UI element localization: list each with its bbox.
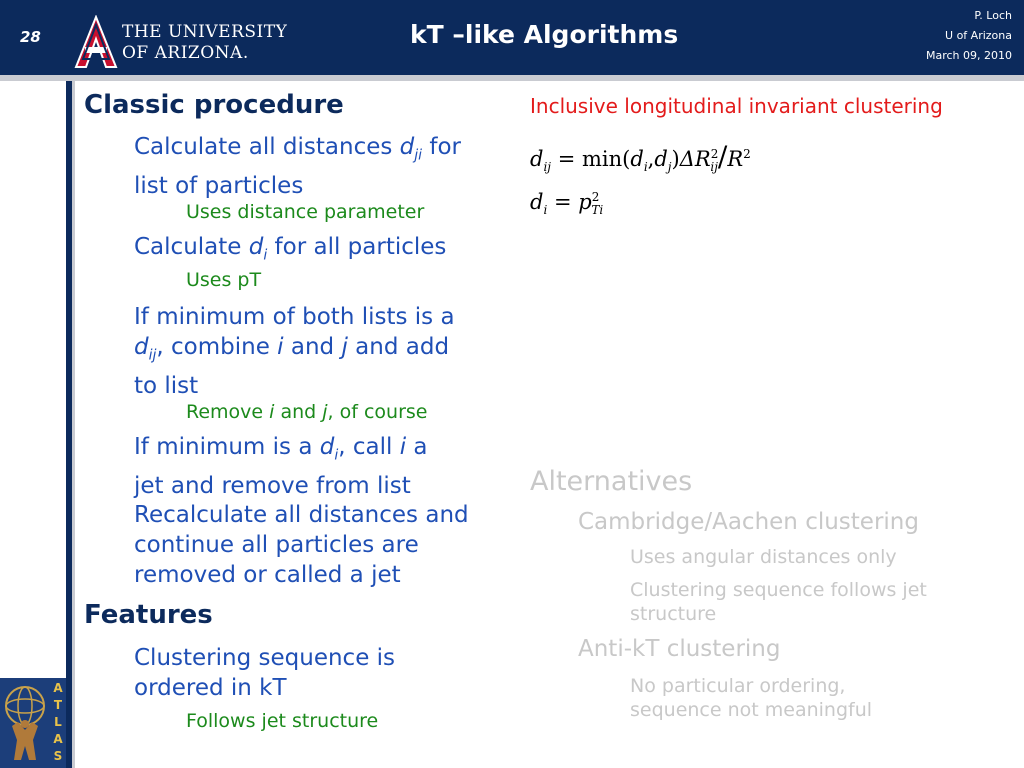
anti-kt-item: Anti-kT clustering: [578, 636, 781, 662]
atlas-figure-icon: [2, 682, 48, 764]
university-name-line2: OF ARIZONA.: [122, 43, 249, 63]
eq-sup: 2: [743, 147, 751, 161]
text: Clustering sequence follows jet: [630, 579, 927, 601]
eq-sub: i: [643, 160, 648, 175]
bullet-calculate-di: [134, 232, 504, 271]
text: list of particles: [134, 172, 304, 199]
text: , call: [338, 434, 400, 460]
math-var: j: [322, 401, 328, 423]
features-heading: Features: [84, 600, 213, 630]
affiliation: U of Arizona: [945, 29, 1012, 42]
atlas-letters: ATLAS: [53, 681, 63, 763]
atlas-wordmark: [50, 680, 66, 765]
text: Recalculate all distances and: [134, 502, 469, 528]
text: a: [406, 434, 428, 460]
text: and add: [347, 334, 450, 360]
sub-follows-jet-structure: Follows jet structure: [186, 710, 379, 732]
text: and: [274, 401, 323, 423]
eq-sub: ij: [543, 160, 552, 175]
text: jet and remove from list: [134, 472, 411, 499]
anti-kt-sub: [630, 674, 990, 722]
text: Remove: [186, 401, 270, 423]
eq-var: p: [578, 190, 592, 214]
text: No particular ordering,: [630, 675, 846, 697]
eq-var: d: [530, 147, 544, 171]
text: Clustering sequence is: [134, 645, 396, 671]
eq-sub: ij: [710, 160, 718, 175]
math-var: d: [248, 234, 264, 260]
text: , combine: [156, 334, 278, 360]
text: ordered in kT: [134, 675, 287, 701]
math-var: d: [399, 134, 415, 160]
alternatives-heading: Alternatives: [530, 466, 693, 497]
cam-sub-angular: Uses angular distances only: [630, 546, 897, 568]
math-var: i: [277, 334, 284, 360]
cambridge-aachen-item: Cambridge/Aachen clustering: [578, 509, 919, 535]
header-divider: [0, 75, 1024, 81]
date: March 09, 2010: [925, 49, 1012, 62]
slide-title: kT –like Algorithms: [410, 20, 679, 49]
eq-slash: /: [717, 140, 728, 173]
math-sub: ij: [148, 347, 157, 364]
slide-number: 28: [20, 28, 41, 46]
classic-procedure-heading: Classic procedure: [84, 90, 344, 120]
math-sub: ji: [414, 147, 423, 164]
eq-delta: ΔR: [679, 147, 711, 171]
left-accent-stripe: [72, 81, 75, 768]
sub-uses-pt: Uses pT: [186, 269, 262, 291]
eq-var: d: [530, 190, 544, 214]
eq-sign: =: [553, 190, 572, 214]
bullet-recalculate: [134, 500, 504, 590]
sub-remove-i-j: [186, 400, 506, 424]
eq-sub: Ti: [591, 203, 604, 218]
text: removed or called a jet: [134, 562, 401, 588]
slide-meta: [926, 6, 1012, 66]
text: sequence not meaningful: [630, 699, 873, 721]
university-name: [122, 22, 287, 64]
math-sub: i: [263, 247, 268, 264]
university-name-line1: THE UNIVERSITY: [122, 22, 288, 42]
pt-equation: [530, 190, 603, 217]
text: Calculate: [134, 234, 249, 260]
eq-var: d: [630, 147, 644, 171]
author: P. Loch: [974, 9, 1012, 22]
math-var: j: [341, 334, 348, 360]
text: , of course: [327, 401, 428, 423]
math-sub: i: [334, 447, 339, 464]
inclusive-clustering-title: Inclusive longitudinal invariant clustering: [530, 94, 943, 118]
bullet-calculate-distances: [134, 132, 504, 201]
text: to list: [134, 372, 199, 399]
bullet-minimum-di: [134, 432, 504, 501]
eq-sup: 2: [591, 190, 600, 204]
eq-var: R: [727, 147, 744, 171]
eq-sub: j: [667, 160, 672, 175]
bullet-minimum-dij: [134, 302, 504, 401]
distance-equation: [530, 140, 751, 174]
math-var: d: [319, 434, 335, 460]
sub-uses-distance-parameter: Uses distance parameter: [186, 201, 425, 223]
eq-sign: =: [557, 147, 576, 171]
math-var: d: [134, 334, 149, 360]
university-a-logo-icon: [74, 15, 118, 69]
text: If minimum is a: [134, 434, 320, 460]
text: structure: [630, 603, 717, 625]
bullet-clustering-sequence: [134, 643, 504, 703]
cam-sub-sequence: [630, 578, 990, 626]
eq-sup: 2: [710, 147, 719, 161]
eq-min: min(: [582, 147, 631, 171]
text: continue all particles are: [134, 532, 419, 558]
eq-close: ): [671, 147, 680, 171]
text: for all particles: [267, 234, 447, 260]
text: for: [422, 134, 461, 160]
eq-sub: i: [543, 203, 548, 218]
eq-comma: ,: [647, 147, 655, 171]
eq-var: d: [654, 147, 668, 171]
text: If minimum of both lists is a: [134, 304, 455, 330]
text: and: [283, 334, 342, 360]
math-var: i: [269, 401, 275, 423]
math-var: i: [399, 434, 407, 460]
text: Calculate all distances: [134, 134, 400, 160]
